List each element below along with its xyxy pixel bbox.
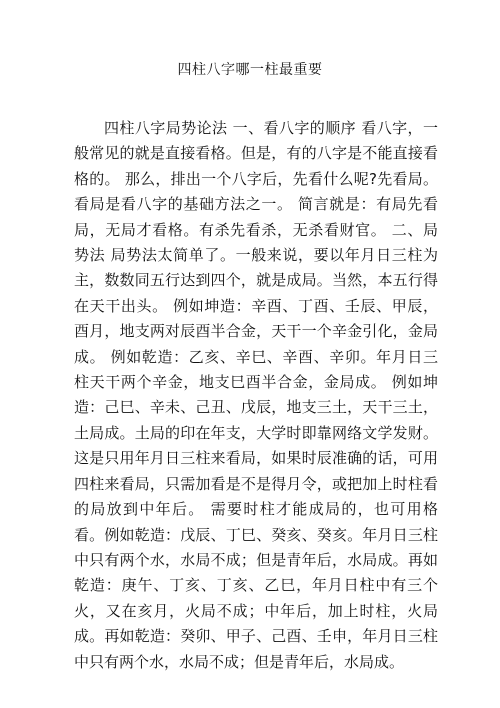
document-body: 四柱八字局势论法 一、看八字的顺序 看八字，一般常见的就是直接看格。但是，有的八字是不能直接看格的。 那么，排出一个八字后，先看什么呢?先看局。 看局是看八字的基础方法之一。 简言就是：有局先看局，无局才看格。有杀先看杀，无杀看财官。 二、局势法 局势法太简单了。一般来说，要以年月日三柱为主，数数同五行达到四个，就是成局。当然，本五行得在天干出头。 例如坤造：辛酉、丁酉、壬辰、甲辰，酉月，地支两对辰酉半合金，天干一个辛金引化，金局成。 例如乾造：乙亥、辛巳、辛酉、辛卯。年月日三柱天干两个辛金，地支巳酉半合金，金局成。 例如坤造：己巳、辛未、己丑、戊辰，地支三土，天干三土，土局成。土局的印在年支，大学时即靠网络文学发财。 这是只用年月日三柱来看局，如果时辰准确的话，可用四柱来看局，只需加看是不是得月令，或把加上时柱看的局放到中年后。 需要时柱才能成局的，也可用格看。例如乾造：戊辰、丁巳、癸亥、癸亥。年月日三柱中只有两个水，水局不成；但是青年后，水局成。再如乾造：庚午、丁亥、丁亥、乙巳，年月日柱中有三个火，又在亥月，火局不成；中年后，加上时柱，火局成。再如乾造：癸卯、甲子、己酉、壬申，年月日三柱中只有两个水，水局不成；但是青年后，水局成。 [74, 119, 438, 671]
document-title: 四柱八字哪一柱最重要 [177, 62, 323, 78]
